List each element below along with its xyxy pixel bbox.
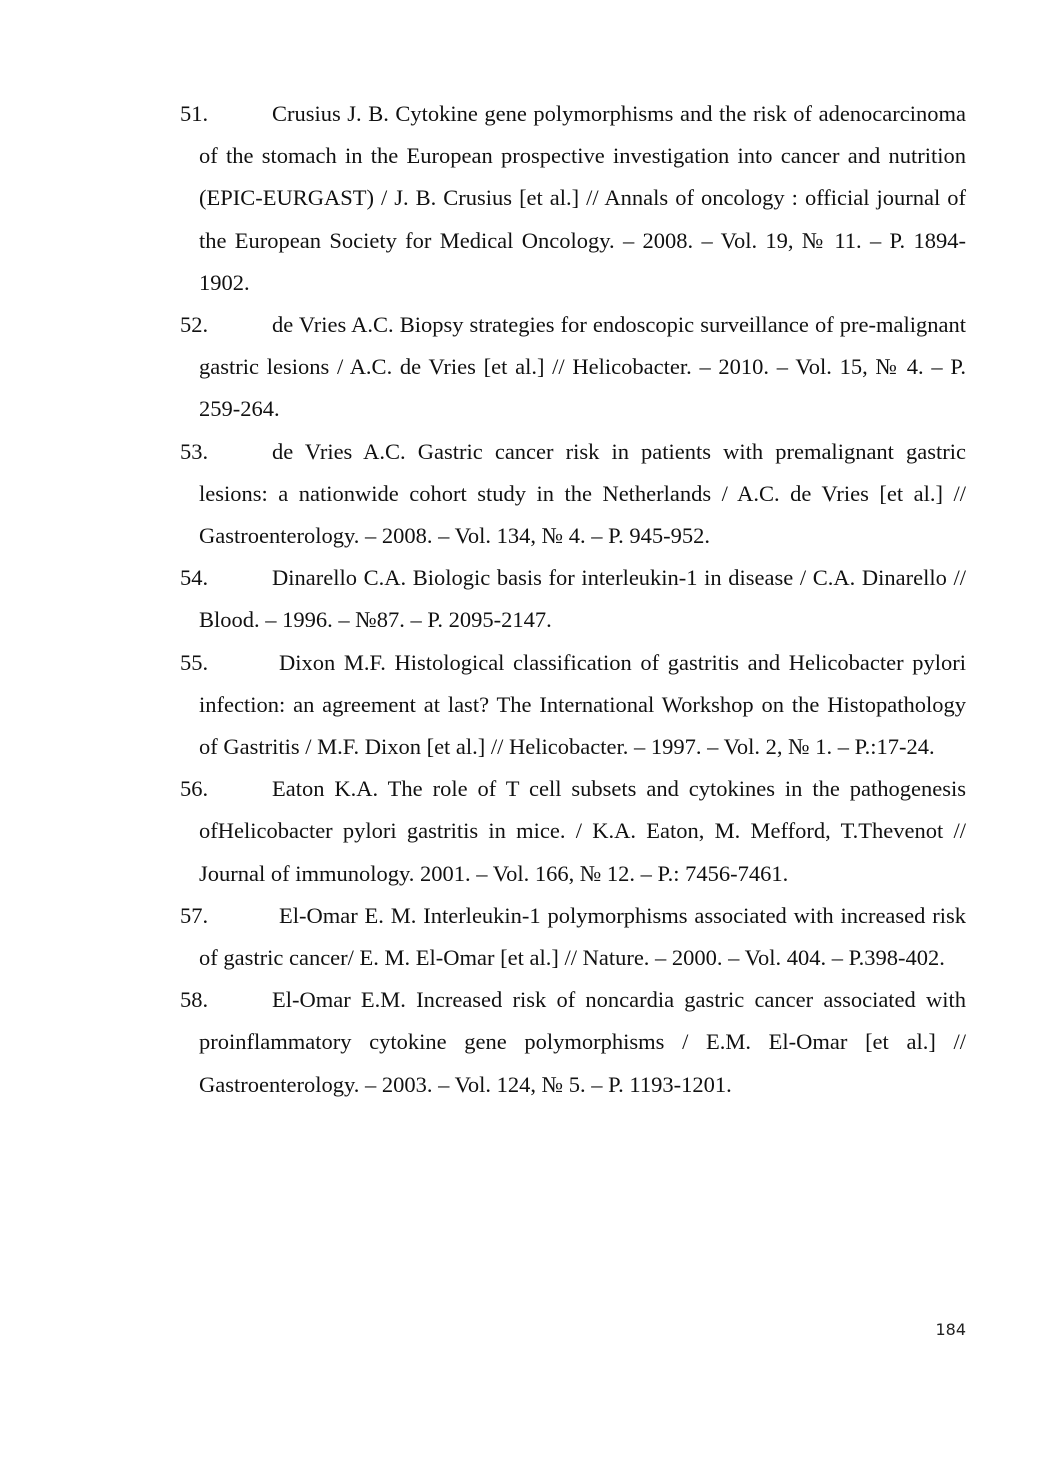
reference-item	[180, 895, 966, 979]
reference-text: El-Omar E.M. Increased risk of noncardia gastric cancer associated with proinflammatory cytokine gene polymorphisms / E.M. El-Omar [et al.] // Gastroenterology. – 2003. – Vol. 124, № 5. – P. 1193-1201.	[199, 987, 966, 1097]
reference-item	[180, 979, 966, 1106]
reference-number: 53.	[180, 438, 209, 464]
reference-item	[180, 431, 966, 558]
reference-number: 52.	[180, 312, 209, 338]
reference-number: 55.	[180, 649, 209, 675]
reference-text: Dinarello C.A. Biologic basis for interleukin-1 in disease / C.A. Dinarello // Blood. – 1996. – №87. – P. 2095-2147.	[199, 565, 966, 633]
reference-text: Crusius J. B. Cytokine gene polymorphisms and the risk of adenocarcinoma of the stomach in the European prospective investigation into cancer and nutrition (EPIC-EURGAST) / J. B. Crusius [et al.] // Annals of oncology : official journal of the European Society for Medical Oncology. – 2008. – Vol. 19, № 11. – P. 1894-1902.	[199, 101, 966, 295]
reference-number: 54.	[180, 565, 209, 591]
reference-item	[180, 304, 966, 431]
reference-text: de Vries A.C. Gastric cancer risk in patients with premalignant gastric lesions: a nationwide cohort study in the Netherlands / A.C. de Vries [et al.] // Gastroenterology. – 2008. – Vol. 134, № 4. – P. 945-952.	[199, 438, 966, 549]
reference-text: Dixon M.F. Histological classification of gastritis and Helicobacter pylori infection: an agreement at last? The International Workshop on the Histopathology of Gastritis / M.F. Dixon [et al.] // Helicobacter. – 1997. – Vol. 2, № 1. – P.:17-24.	[199, 649, 966, 760]
reference-number: 57.	[180, 902, 209, 928]
reference-number: 56.	[180, 776, 209, 802]
reference-number: 58.	[180, 987, 209, 1013]
reference-item	[180, 93, 966, 304]
reference-text: Eaton K.A. The role of T cell subsets and cytokines in the pathogenesis ofHelicobacter pylori gastritis in mice. / K.A. Eaton, M. Mefford, T.Thevenot // Journal of immunology. 2001. – Vol. 166, № 12. – P.: 7456-7461.	[199, 776, 966, 886]
reference-item	[180, 642, 966, 769]
reference-number: 51.	[180, 101, 209, 126]
reference-item	[180, 768, 966, 895]
reference-item	[180, 557, 966, 641]
page-number: 184	[935, 1320, 966, 1339]
reference-text: de Vries A.C. Biopsy strategies for endoscopic surveillance of pre-malignant gastric lesions / A.C. de Vries [et al.] // Helicobacter. – 2010. – Vol. 15, № 4. – P. 259-264.	[199, 312, 966, 422]
reference-text: El-Omar E. M. Interleukin-1 polymorphisms associated with increased risk of gastric cancer/ E. M. El-Omar [et al.] // Nature. – 2000. – Vol. 404. – P.398-402.	[199, 902, 966, 971]
reference-list	[180, 93, 966, 1106]
